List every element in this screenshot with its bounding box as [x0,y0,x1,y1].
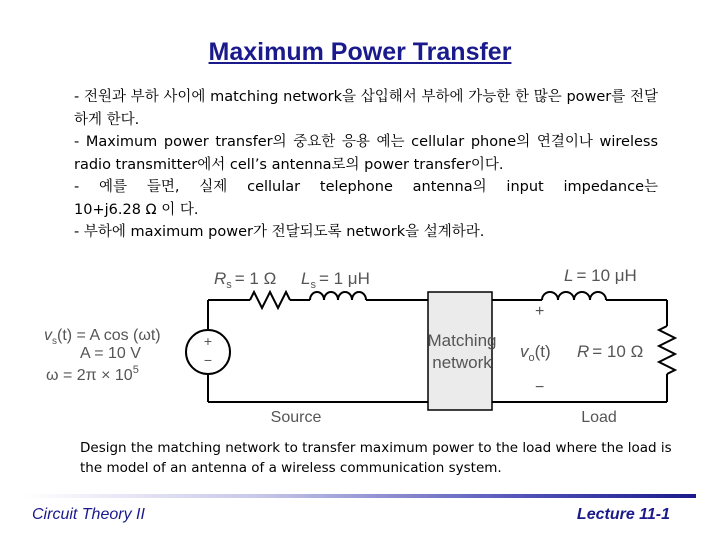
footer-divider [24,494,696,498]
resistor-r [659,326,675,374]
course-title: Circuit Theory II [32,506,145,523]
omega-label: $\omega = 2\pi \times 10^5$ [46,364,139,384]
slide-title: Maximum Power Transfer [208,38,512,66]
matching-network-label: network [432,353,492,372]
ls-label: $L_s = 1$ μH [301,269,370,291]
vo-minus: − [535,379,545,396]
bullet-item: - 부하에 maximum power가 전달되도록 network을 설계하라. [74,224,485,240]
vo-plus: + [535,303,545,320]
resistor-rs [250,292,290,308]
source-minus: − [203,352,213,368]
bullet-list [74,86,658,244]
vs-equation: $v_s(t) = A$ cos (ωt) [44,327,161,347]
bullet-item: - 예를 들면, 실제 cellular telephone antenna의 input impedance는 [74,179,658,195]
circuit-diagram [42,262,686,430]
bullet-item: - Maximum power transfer의 중요한 응용 예는 cellular phone의 연결이나 wireless radio transmitter에서 cell’s antenna로의 power transfer이다. [74,134,658,173]
matching-network-label: Matching [427,331,497,350]
inductor-ls [310,292,366,300]
rs-label: $R_s = 1$ Ω [214,269,277,291]
source-label: Source [270,409,322,426]
r-label: R = 10 Ω [577,342,644,361]
source-plus: + [203,333,213,349]
bullet-item: 10+j6.28 Ω 이 다. [74,201,199,218]
lecture-number: Lecture 11-1 [576,506,670,523]
matching-network-box [428,292,492,410]
l-label: L = 10 μH [564,266,637,285]
load-label: Load [581,409,617,426]
bullet-item: - 전원과 부하 사이에 matching network을 삽입해서 부하에 가능한 한 많은 power를 전달하게 한다. [74,89,658,128]
vo-label: $v_o(t)$ [520,342,551,364]
amplitude-label: A = 10 V [80,345,141,362]
figure-caption: Design the matching network to transfer maximum power to the load where the load is the model of an antenna of a wireless communication system. [80,440,672,476]
inductor-l [542,292,606,300]
